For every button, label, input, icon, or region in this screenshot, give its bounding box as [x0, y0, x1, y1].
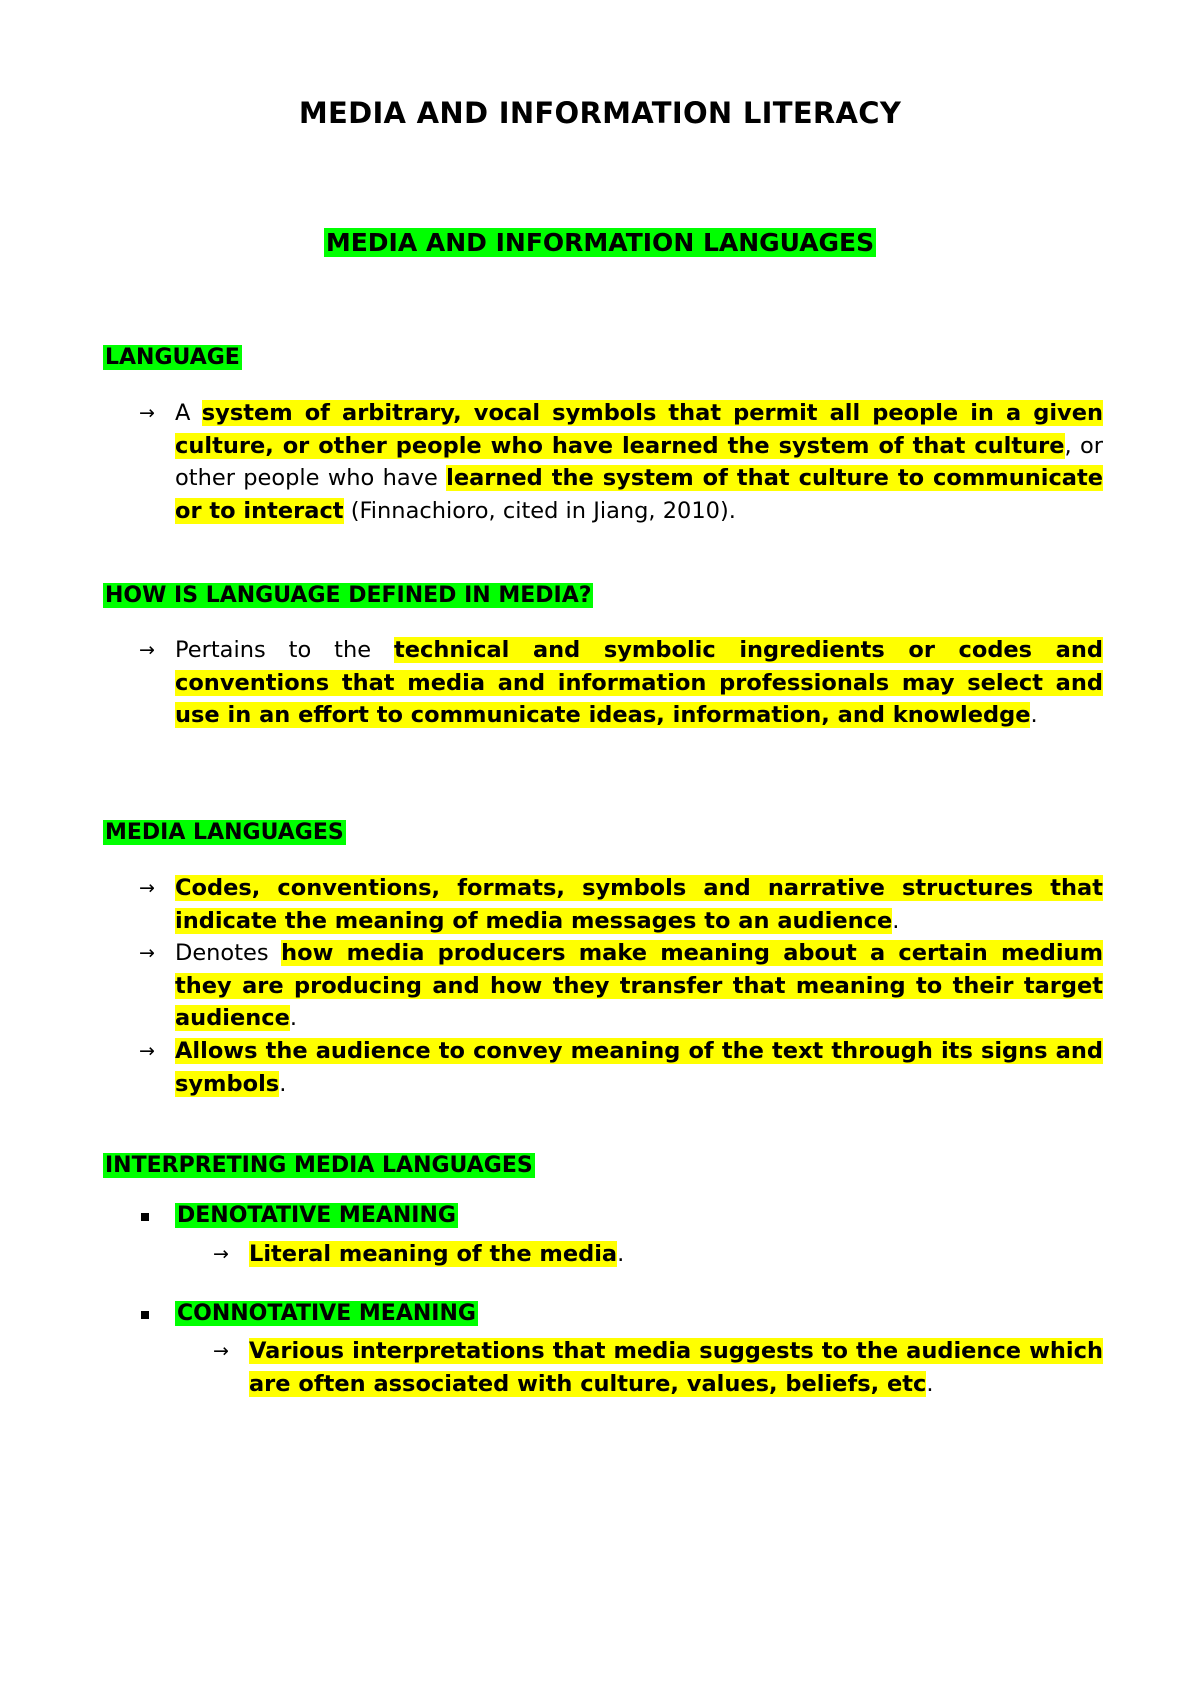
text-run: . [617, 1241, 625, 1267]
arrow-icon: → [213, 1340, 229, 1362]
highlight-run: how media producers make meaning about a certain medium they are producing and how they transfer that meaning to their target audience [175, 940, 1104, 1031]
document-title: MEDIA AND INFORMATION LITERACY [298, 96, 902, 130]
denotative-label [175, 1203, 458, 1228]
square-bullet-icon [141, 1213, 149, 1221]
subtitle-wrapper [0, 228, 1200, 257]
arrow-icon: → [139, 877, 155, 899]
highlight-run: Codes, conventions, formats, symbols and narrative structures that indicate the meaning of media messages to an audience [175, 875, 1103, 934]
square-bullet-icon [141, 1311, 149, 1319]
text-run: , or other people who have [175, 432, 1103, 491]
heading-text: LANGUAGE [105, 345, 240, 370]
text-run: . [926, 1370, 934, 1397]
media-languages-item-3 [139, 1035, 1103, 1100]
text-run: . [279, 1070, 287, 1097]
text-run: . [892, 907, 900, 934]
how-defined-paragraph [139, 634, 1103, 732]
text-run: Denotes [175, 940, 282, 966]
media-languages-item-2 [139, 937, 1104, 1035]
arrow-icon: → [139, 639, 155, 661]
document-subtitle: MEDIA AND INFORMATION LANGUAGES [325, 228, 875, 257]
highlight-run: Allows the audience to convey meaning of the text through its signs and symbols [175, 1038, 1103, 1097]
section-heading-language [103, 345, 242, 370]
highlight-run: system of arbitrary, vocal symbols that permit all people in a given culture, or other people who have learned the system of that culture [175, 400, 1103, 459]
text-run: . [289, 1005, 298, 1031]
heading-text: HOW IS LANGUAGE DEFINED IN MEDIA? [105, 583, 592, 608]
denotative-definition [213, 1238, 1103, 1271]
media-languages-item-1 [139, 872, 1103, 937]
label-text: CONNOTATIVE MEANING [177, 1301, 476, 1326]
section-heading-how-defined [103, 583, 593, 608]
label-text: DENOTATIVE MEANING [177, 1203, 456, 1228]
text-run: . [1030, 702, 1038, 728]
arrow-icon: → [139, 1040, 155, 1062]
highlight-run: Various interpretations that media suggests to the audience which are often associated with culture, values, beliefs, etc [249, 1338, 1103, 1397]
citation-text: (Finnachioro, cited in Jiang, 2010). [343, 497, 736, 524]
connotative-label [175, 1301, 478, 1326]
section-heading-interpreting [103, 1153, 535, 1178]
highlight-run: learned the system of that culture to communicate or to interact [175, 465, 1103, 524]
highlight-run: Literal meaning of the media [249, 1241, 618, 1267]
highlight-run: technical and symbolic ingredients or codes and conventions that media and information professionals may select and use in an effort to communicate ideas, information, and knowledge [175, 637, 1103, 728]
heading-text: INTERPRETING MEDIA LANGUAGES [105, 1153, 533, 1178]
arrow-icon: → [213, 1243, 229, 1265]
text-run: A [175, 400, 202, 426]
connotative-definition [213, 1335, 1103, 1400]
text-run: Pertains to the [175, 637, 395, 663]
language-definition [139, 397, 1103, 527]
heading-text: MEDIA LANGUAGES [105, 820, 344, 845]
arrow-icon: → [139, 402, 155, 424]
arrow-icon: → [139, 942, 155, 964]
section-heading-media-languages [103, 820, 346, 845]
